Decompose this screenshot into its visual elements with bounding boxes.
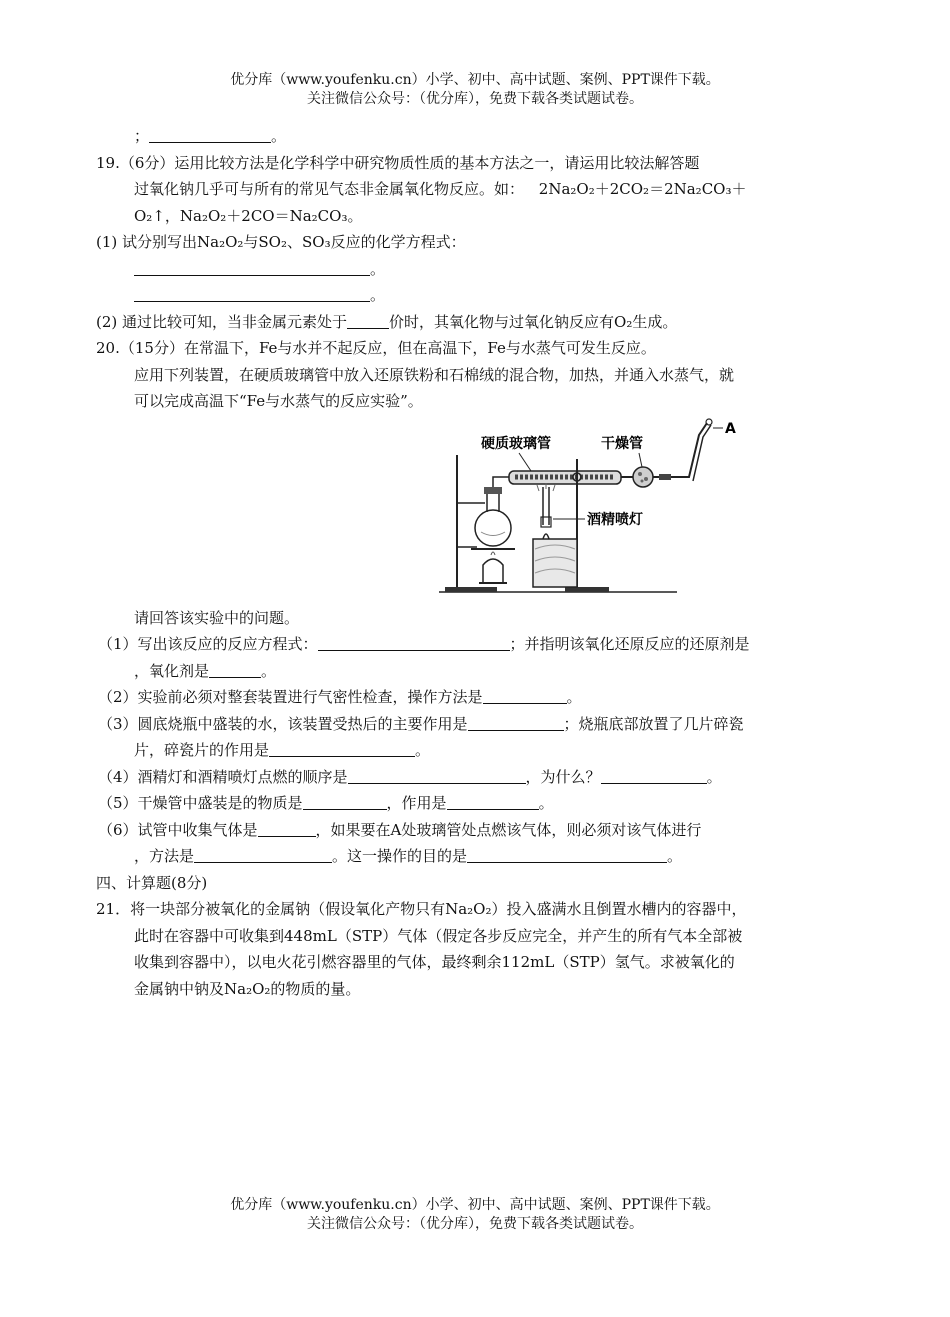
answer-blank[interactable] bbox=[134, 286, 370, 302]
q20-intro-cont: 可以完成高温下“Fe与水蒸气的反应实验”。 bbox=[134, 392, 423, 410]
answer-blank[interactable] bbox=[303, 794, 387, 810]
q20-sub6: （6）试管中收集气体是 ，如果要在A处玻璃管处点燃该气体，则必须对该气体进行 bbox=[98, 820, 702, 839]
q21-line-3: 收集到容器中），以电火花引燃容器里的气体，最终剩余112mL（STP）氢气。求被氧化的 bbox=[134, 953, 735, 971]
answer-blank[interactable] bbox=[258, 821, 316, 837]
q21-line-1: 21．将一块部分被氧化的金属钠（假设氧化产物只有Na₂O₂）投入盛满水且倒置水槽内的容器中， bbox=[96, 900, 747, 918]
q19-part2: (2) 通过比较可知，当非金属元素处于 价时，其氧化物与过氧化钠反应有O₂生成。 bbox=[96, 312, 678, 331]
page-footer bbox=[0, 1196, 950, 1234]
label-blast-lamp: 酒精喷灯 bbox=[587, 511, 643, 528]
footer-line-2: 关注微信公众号：（优分库），免费下载各类试题试卷。 bbox=[307, 1216, 643, 1232]
q20-title: 20.（15分）在常温下，Fe与水并不起反应，但在高温下，Fe与水蒸气可发生反应。 bbox=[96, 339, 656, 357]
q19-title: 19.（6分）运用比较方法是化学科学中研究物质性质的基本方法之一，请运用比较法解答题 bbox=[96, 153, 700, 172]
q20-sub3: （3）圆底烧瓶中盛装的水，该装置受热后的主要作用是 ；烧瓶底部放置了几片碎瓷 bbox=[98, 714, 744, 733]
alcohol-blast-lamp bbox=[533, 539, 577, 587]
q20-ask: 请回答该实验中的问题。 bbox=[134, 608, 300, 627]
q19-part1: (1) 试分别写出Na₂O₂与SO₂、SO₃反应的化学方程式： bbox=[96, 233, 466, 251]
q20-sub1-cont: ，氧化剂是 。 bbox=[134, 661, 277, 680]
q21-line-4: 金属钠中钠及Na₂O₂的物质的量。 bbox=[134, 979, 361, 998]
answer-blank[interactable] bbox=[318, 635, 510, 651]
q18-tail: ； 。 bbox=[134, 127, 287, 145]
answer-blank[interactable] bbox=[468, 715, 564, 731]
q19-answer-line-1: 。 bbox=[0, 256, 950, 283]
q20-sub5: （5）干燥管中盛装是的物质是 ，作用是 。 bbox=[98, 794, 554, 812]
answer-blank[interactable] bbox=[347, 313, 389, 329]
answer-blank[interactable] bbox=[601, 768, 707, 784]
answer-blank[interactable] bbox=[149, 127, 271, 143]
label-hard-glass-tube: 硬质玻璃管 bbox=[481, 435, 551, 452]
q21-line-2: 此时在容器中可收集到448mL（STP）气体（假定各步反应完全，并产生的所有气本全部被 bbox=[134, 926, 743, 945]
section-4-heading: 四、计算题(8分) bbox=[96, 873, 208, 892]
stand-base-left bbox=[445, 587, 497, 592]
answer-blank[interactable] bbox=[134, 260, 370, 276]
answer-blank[interactable] bbox=[269, 741, 415, 757]
answer-blank[interactable] bbox=[447, 794, 539, 810]
exam-body bbox=[0, 123, 950, 1002]
answer-blank[interactable] bbox=[194, 847, 332, 863]
delivery-tube bbox=[675, 423, 707, 477]
header-line-2: 关注微信公众号：（优分库），免费下载各类试题试卷。 bbox=[307, 91, 643, 107]
q19-equation: 2Na₂O₂＋2CO₂＝2Na₂CO₃＋ bbox=[538, 180, 747, 198]
q19-intro-cont: O₂↑，Na₂O₂＋2CO＝Na₂CO₃。 bbox=[134, 206, 363, 225]
q19-intro: 过氧化钠几乎可与所有的常见气态非金属氧化物反应。如： 2Na₂O₂＋2CO₂＝2Na₂CO₃＋ bbox=[134, 180, 747, 198]
round-bottom-flask bbox=[475, 510, 511, 546]
header-line-1: 优分库（www.youfenku.cn）小学、初中、高中试题、案例、PPT课件下载。 bbox=[230, 72, 720, 88]
label-a: A bbox=[725, 420, 736, 437]
q20-sub2: （2）实验前必须对整套装置进行气密性检查，操作方法是 。 bbox=[98, 688, 582, 706]
answer-blank[interactable] bbox=[483, 688, 567, 704]
q20-sub6-cont: ，方法是 。这一操作的目的是 。 bbox=[134, 847, 683, 865]
drying-tube bbox=[633, 467, 653, 487]
answer-blank[interactable] bbox=[467, 847, 667, 863]
apparatus-diagram bbox=[437, 415, 737, 600]
alcohol-lamp bbox=[483, 559, 503, 583]
label-drying-tube: 干燥管 bbox=[601, 435, 643, 452]
q20-intro: 应用下列装置，在硬质玻璃管中放入还原铁粉和石棉绒的混合物，加热，并通入水蒸气，就 bbox=[134, 365, 735, 384]
apparatus-figure bbox=[0, 415, 950, 605]
q20-sub1: （1）写出该反应的反应方程式： ；并指明该氧化还原反应的还原剂是 bbox=[98, 635, 750, 653]
q20-sub4: （4）酒精灯和酒精喷灯点燃的顺序是 ，为什么？ 。 bbox=[98, 767, 722, 786]
footer-line-1: 优分库（www.youfenku.cn）小学、初中、高中试题、案例、PPT课件下载。 bbox=[230, 1197, 720, 1213]
page-header bbox=[0, 71, 950, 109]
answer-blank[interactable] bbox=[348, 768, 526, 784]
q19-answer-line-2: 。 bbox=[0, 282, 950, 309]
q20-sub3-cont: 片，碎瓷片的作用是 。 bbox=[134, 741, 431, 759]
answer-blank[interactable] bbox=[209, 662, 261, 678]
